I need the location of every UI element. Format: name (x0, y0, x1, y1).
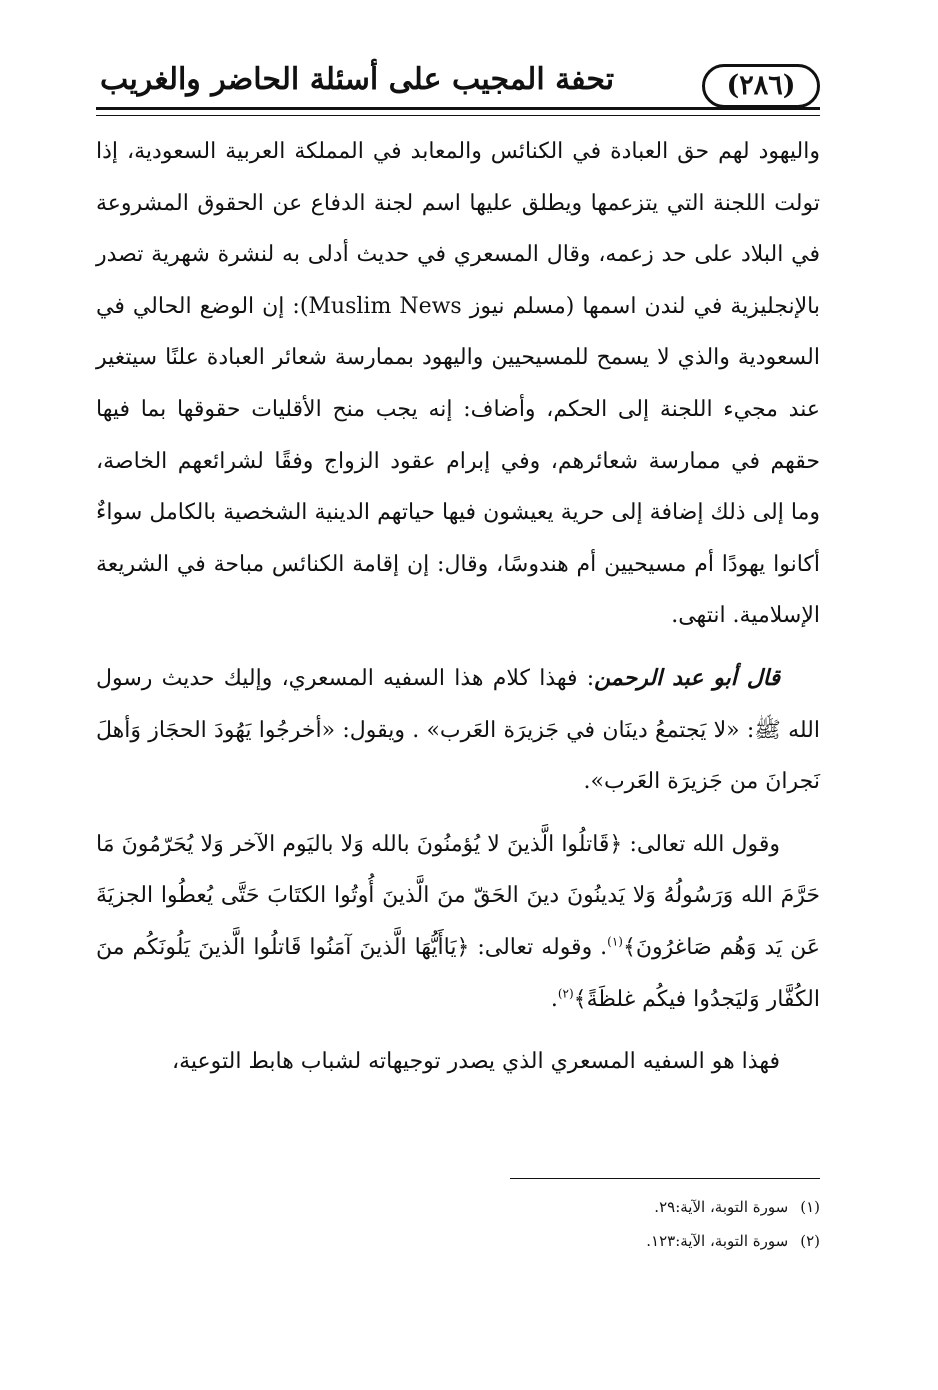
paragraph-2-text: : فهذا كلام هذا السفيه المسعري، وإليك حديث رسول الله ﷺ: «لا يَجتمعُ دينَان في جَزيرَة العَرب» . ويقول: «أخرجُوا يَهُودَ الحجَاز وَأهلَ نَجرانَ من جَزيرَة العَرب». (96, 665, 820, 795)
footnote-2 (96, 1224, 820, 1258)
paragraph-1: واليهود لهم حق العبادة في الكنائس والمعابد في المملكة العربية السعودية، إذا تولت اللجنة التي يتزعمها ويطلق عليها اسم لجنة الدفاع عن الحقوق المشروعة في البلاد على حد زعمه، وقال المسعري في حديث أدلى به لنشرة شهرية تصدر بالإنجليزية في لندن اسمها (مسلم نيوز Muslim News): إن الوضع الحالي في السعودية والذي لا يسمح للمسيحيين واليهود بممارسة شعائر العبادة علنًا سيتغير عند مجيء اللجنة إلى الحكم، وأضاف: إنه يجب منح الأقليات حقوقها بما فيها حقهم في ممارسة شعائرهم، وفي إبرام عقود الزواج وفقًا لشرائعهم الخاصة، وما إلى ذلك إضافة إلى حرية يعيشون فيها حياتهم الدينية الشخصية بالكامل سواءٌ أكانوا يهودًا أم مسيحيين أم هندوسًا، وقال: إن إقامة الكنائس مباحة في الشريعة الإسلامية. انتهى. (96, 139, 821, 629)
speaker-label: قال أبو عبد الرحمن (594, 664, 780, 691)
paragraph-3-verse-2: . وقوله تعالى: ﴿يَاأَيُّهَا الَّذينَ آمَنُوا قَاتلُوا الَّذينَ يَلُونَكُم منَ الكُفَّار وَليَجدُوا فيكُم غلظَةً﴾ (96, 934, 820, 1012)
footnotes (96, 1190, 820, 1258)
paragraph-3 (96, 819, 820, 1025)
footnote-number: (٢) (800, 1232, 820, 1250)
page-header (96, 56, 820, 116)
header-rule-thin (96, 115, 820, 116)
paragraph-3-verse-1: وقول الله تعالى: ﴿قَاتلُوا الَّذينَ لا يُؤمنُونَ بالله وَلا باليَوم الآخر وَلا يُحَرّمُونَ مَا حَرَّمَ الله وَرَسُولُهُ وَلا يَدينُونَ دينَ الحَقّ منَ الَّذينَ أُوتُوا الكتَابَ حَتَّى يُعطُوا الجزيَةَ عَن يَد وَهُم صَاغرُونَ﴾ (96, 831, 820, 960)
page-body (96, 126, 820, 1088)
footnote-number: (١) (800, 1198, 820, 1216)
paragraph-2 (96, 653, 820, 808)
footnote-ref-2[interactable]: (٢) (557, 986, 574, 1001)
header-rule (96, 107, 820, 110)
paragraph-4: فهذا هو السفيه المسعري الذي يصدر توجيهاته لشباب هابط التوعية، (172, 1049, 780, 1075)
footnote-1 (96, 1190, 820, 1224)
footnote-separator (510, 1178, 820, 1179)
paragraph-3-end: . (550, 986, 558, 1012)
footnote-ref-1[interactable]: (١) (607, 934, 623, 949)
footnote-text: سورة التوبة، الآية:١٢٣. (646, 1232, 789, 1250)
page-number: (٢٨٦) (702, 64, 820, 108)
footnote-text: سورة التوبة، الآية:٢٩. (654, 1198, 789, 1216)
book-title: تحفة المجيب على أسئلة الحاضر والغريب (100, 62, 615, 97)
